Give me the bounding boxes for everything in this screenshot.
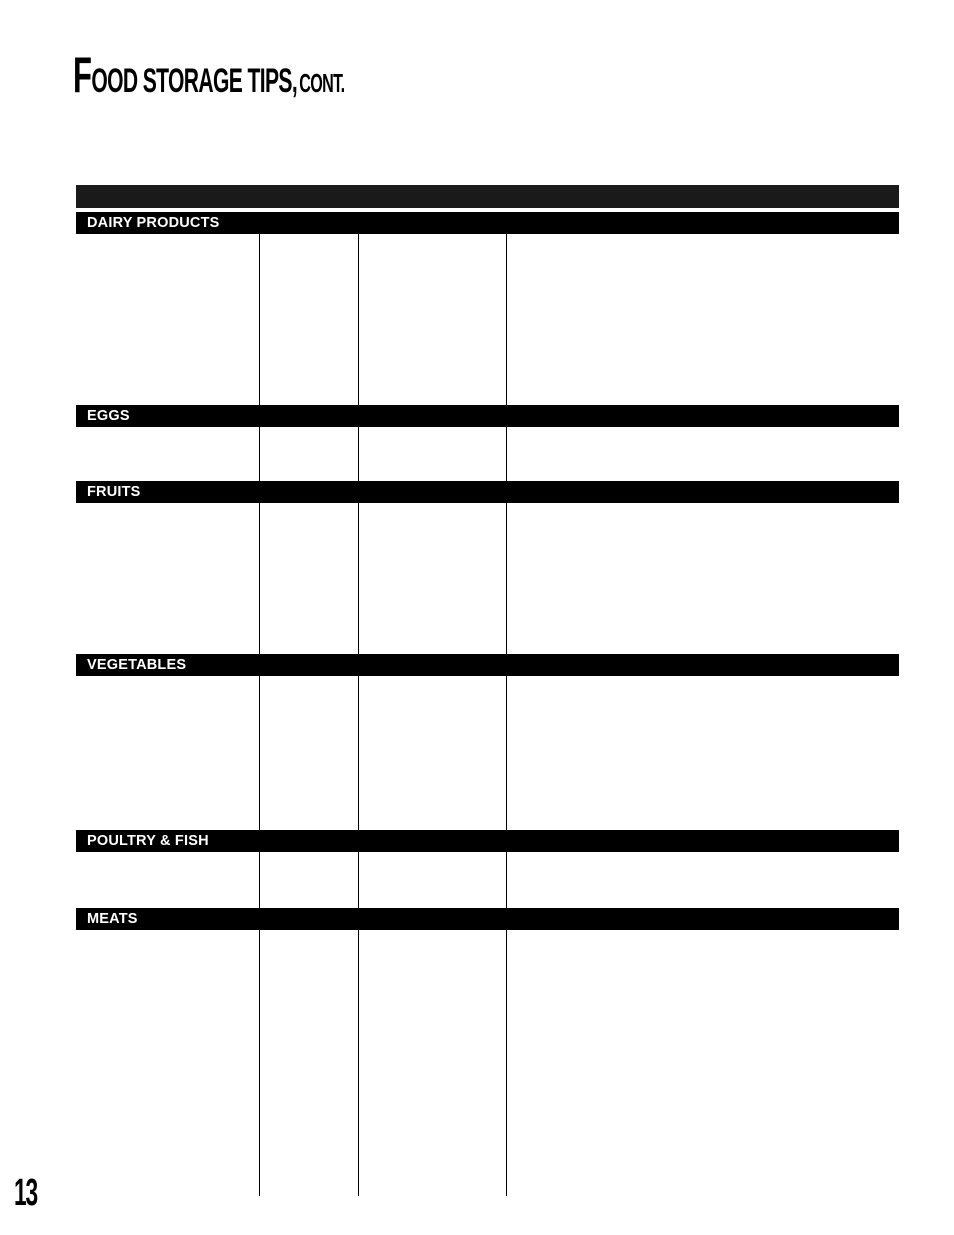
column-divider [358, 503, 359, 654]
column-divider [358, 930, 359, 1196]
page-title-initial: F [73, 47, 92, 103]
column-divider [259, 234, 260, 405]
column-divider [358, 234, 359, 405]
column-divider [259, 852, 260, 908]
column-divider [259, 503, 260, 654]
column-divider [358, 852, 359, 908]
section-header-meats: MEATS [76, 908, 899, 930]
section-header-fruits: FRUITS [76, 481, 899, 503]
page-title [73, 47, 345, 103]
page-title-main: OOD STORAGE TIPS, [91, 62, 298, 100]
page-number: 13 [14, 1172, 37, 1214]
column-divider [259, 930, 260, 1196]
page-title-suffix: CONT. [299, 68, 345, 98]
section-header-poultry-fish: POULTRY & FISH [76, 830, 899, 852]
column-divider [259, 427, 260, 481]
column-divider [358, 676, 359, 830]
column-divider [506, 234, 507, 405]
column-divider [358, 427, 359, 481]
column-divider [259, 676, 260, 830]
section-header-dairy-products: DAIRY PRODUCTS [76, 212, 899, 234]
section-header-vegetables: VEGETABLES [76, 654, 899, 676]
column-divider [506, 930, 507, 1196]
section-header-eggs: EGGS [76, 405, 899, 427]
column-divider [506, 676, 507, 830]
column-divider [506, 427, 507, 481]
table-header-bar [76, 185, 899, 208]
column-divider [506, 852, 507, 908]
column-divider [506, 503, 507, 654]
